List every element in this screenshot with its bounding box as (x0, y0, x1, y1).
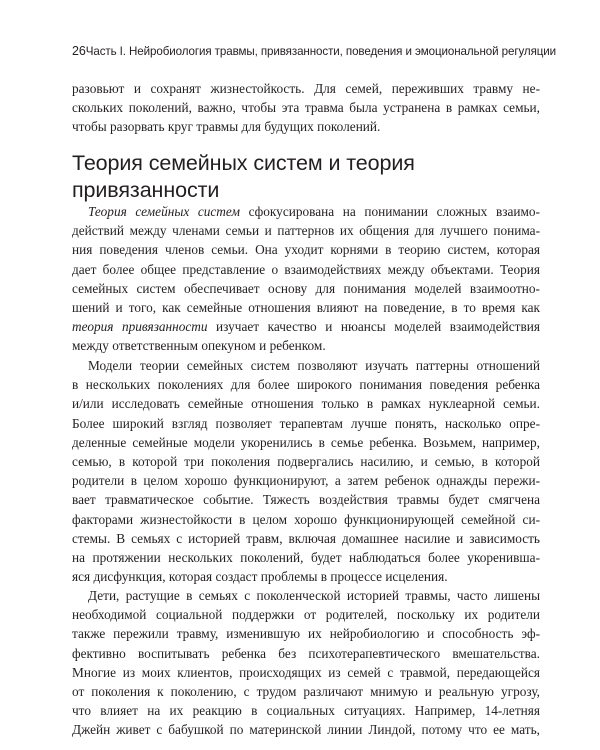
paragraph-family-systems (72, 202, 540, 356)
heading-line: привязанности (72, 178, 220, 202)
text-line: необходимой социальной поддержки от родителей, поскольку их родители (72, 607, 540, 623)
text-line: действий между членами семьи и паттернов их общения для лучшего понима- (72, 223, 540, 239)
text-line: деленные семейные модели укоренились в семье ребенка. Возьмем, например, (72, 434, 540, 450)
text-line: шений и того, как семейные отношения влияют на поведение, в то время как (72, 300, 540, 316)
text-line: что влияет на их реакцию в социальных ситуациях. Например, 14-летняя (72, 703, 540, 719)
text-line: также пережили травму, изменившую их нейробиологию и способность эф- (72, 626, 540, 642)
text-line: и/или исследовать семейные отношения только в рамках нуклеарной семьи. (72, 396, 540, 412)
term-family-systems: Теория семейных систем (88, 204, 240, 219)
text-line: Модели теории семейных систем позволяют изучать паттерны отношений (88, 358, 540, 373)
section-heading (72, 150, 540, 204)
text-line: яся дисфункция, которая создаст проблемы в процессе исцеления. (72, 569, 448, 585)
text-line: скольких поколений, важно, чтобы эта травма была устранена в рамках семьи, (72, 100, 540, 116)
text-line: между ответственным опекуном и ребенком. (72, 338, 326, 354)
paragraph-children (72, 586, 540, 740)
text-line: Теория семейных систем сфокусирована на понимании сложных взаимо- (88, 204, 540, 219)
text-line: Многие из моих клиентов, происходящих из семей с травмой, передающейся (72, 664, 540, 680)
text-line: теория привязанности изучает качество и нюансы моделей взаимодействия (72, 319, 540, 335)
text-line: Дети, растущие в семьях с поколенческой историей травмы, часто лишены (88, 588, 540, 603)
running-header (72, 44, 557, 58)
text-line: семью, в которой три поколения подвергались насилию, и семью, в которой (72, 454, 540, 470)
text-line: дает более общее представление о взаимодействиях между объектами. Теория (72, 261, 540, 277)
text-line: Джейн живет с бабушкой по материнской линии Линдой, потому что ее мать, (72, 722, 540, 738)
text-line: факторами жизнестойкости в целом хорошо функционирующей семейной си- (72, 511, 540, 527)
text-line: на протяжении нескольких поколений, будет наблюдаться более укоренивша- (72, 550, 540, 566)
text-line: в нескольких поколениях для более широкого понимания поведения ребенка (72, 377, 540, 393)
page-number: 26 (72, 44, 86, 58)
paragraph-models (72, 356, 540, 586)
text-line: ния поведения членов семьи. Она уходит корнями в теорию систем, которая (72, 242, 540, 258)
term-attachment-theory: теория привязанности (72, 319, 208, 335)
text-line: фективно воспитывать ребенка без психотерапевтического вмешательства. (72, 645, 540, 661)
text-line: вает травматическое событие. Тяжесть воздействия травмы будет смягчена (72, 492, 540, 508)
running-title: Часть I. Нейробиология травмы, привязанности, поведения и эмоциональной регуляции (85, 45, 557, 58)
heading-line: Теория семейных систем и теория (72, 151, 415, 175)
text-line: от поколения к поколению, с трудом различают мнимую и реальную угрозу, (72, 684, 540, 700)
text-line: Более широкий взгляд позволяет терапевтам лучше понять, насколько опре- (72, 415, 540, 431)
text-line: родители в целом хорошо функционируют, а затем ребенок однажды пережи- (72, 473, 540, 489)
text-line: разовьют и сохранят жизнестойкость. Для семей, переживших травму не- (72, 81, 540, 96)
text-line: чтобы разорвать круг травмы для будущих поколений. (72, 119, 381, 135)
text-line: стемы. В семьях с историей травм, включая домашнее насилие и зависимость (72, 530, 540, 546)
intro-paragraph (72, 79, 540, 137)
text-line: семейных систем обеспечивает основу для понимания моделей взаимоотно- (72, 280, 540, 296)
